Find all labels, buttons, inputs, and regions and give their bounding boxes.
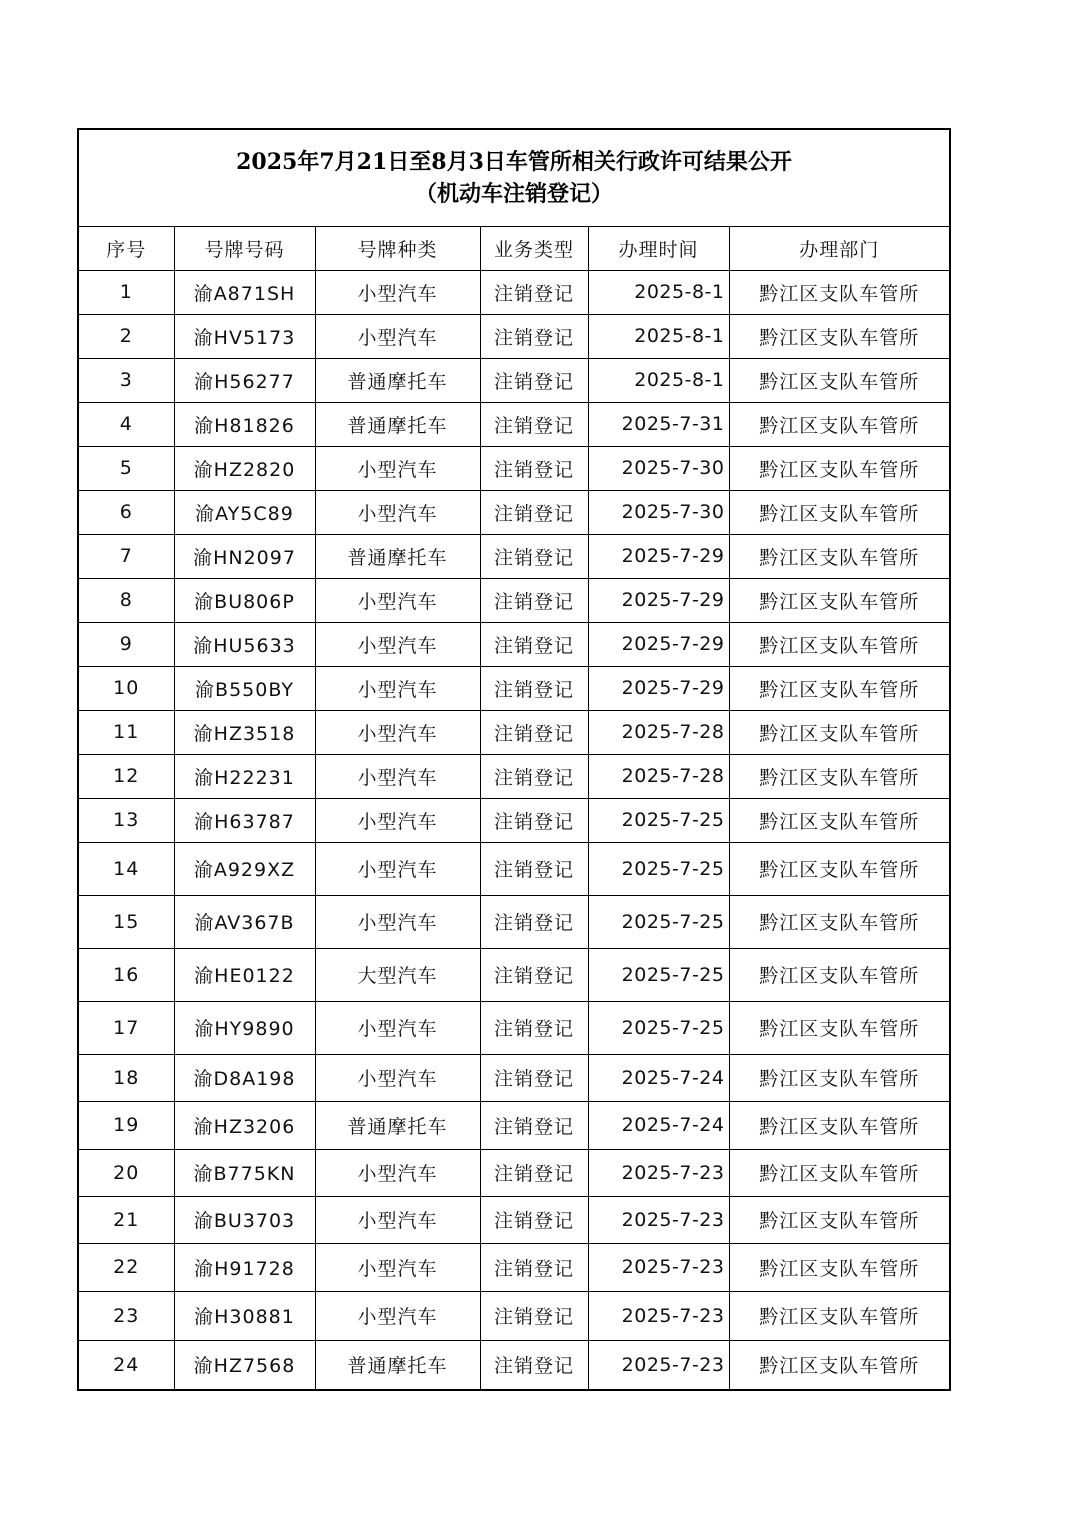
table-row <box>79 1340 949 1389</box>
date-cell: 2025-7-29 <box>588 666 729 710</box>
department-cell: 黔江区支队车管所 <box>729 534 949 578</box>
plate-type-cell: 普通摩托车 <box>315 1101 480 1149</box>
date-cell: 2025-7-29 <box>588 578 729 622</box>
header-plate-number: 号牌号码 <box>174 227 315 270</box>
date-cell: 2025-7-25 <box>588 842 729 895</box>
date-cell: 2025-7-23 <box>588 1149 729 1196</box>
plate-type-cell: 大型汽车 <box>315 948 480 1001</box>
table-row <box>79 1196 949 1243</box>
plate-type-cell: 小型汽车 <box>315 1149 480 1196</box>
serial-cell: 14 <box>79 842 174 895</box>
serial-cell: 12 <box>79 754 174 798</box>
header-business-type: 业务类型 <box>480 227 588 270</box>
plate-type-cell: 小型汽车 <box>315 446 480 490</box>
department-cell: 黔江区支队车管所 <box>729 1196 949 1243</box>
plate-number-cell: 渝HV5173 <box>174 314 315 358</box>
plate-number-cell: 渝H30881 <box>174 1291 315 1340</box>
business-type-cell: 注销登记 <box>480 534 588 578</box>
plate-number-cell: 渝BU3703 <box>174 1196 315 1243</box>
business-type-cell: 注销登记 <box>480 622 588 666</box>
table-row <box>79 1001 949 1054</box>
plate-number-cell: 渝B775KN <box>174 1149 315 1196</box>
plate-type-cell: 小型汽车 <box>315 270 480 314</box>
plate-type-cell: 小型汽车 <box>315 1196 480 1243</box>
serial-cell: 20 <box>79 1149 174 1196</box>
department-cell: 黔江区支队车管所 <box>729 754 949 798</box>
plate-type-cell: 普通摩托车 <box>315 534 480 578</box>
plate-number-cell: 渝HU5633 <box>174 622 315 666</box>
date-cell: 2025-7-25 <box>588 798 729 842</box>
table-header-row <box>79 227 949 270</box>
date-cell: 2025-7-30 <box>588 490 729 534</box>
department-cell: 黔江区支队车管所 <box>729 622 949 666</box>
plate-number-cell: 渝BU806P <box>174 578 315 622</box>
business-type-cell: 注销登记 <box>480 1101 588 1149</box>
serial-cell: 7 <box>79 534 174 578</box>
plate-number-cell: 渝HZ3206 <box>174 1101 315 1149</box>
header-serial: 序号 <box>79 227 174 270</box>
department-cell: 黔江区支队车管所 <box>729 798 949 842</box>
department-cell: 黔江区支队车管所 <box>729 1001 949 1054</box>
serial-cell: 21 <box>79 1196 174 1243</box>
business-type-cell: 注销登记 <box>480 1149 588 1196</box>
date-cell: 2025-7-23 <box>588 1196 729 1243</box>
department-cell: 黔江区支队车管所 <box>729 1243 949 1291</box>
serial-cell: 13 <box>79 798 174 842</box>
business-type-cell: 注销登记 <box>480 578 588 622</box>
plate-number-cell: 渝D8A198 <box>174 1054 315 1101</box>
registration-table <box>79 227 949 1389</box>
date-cell: 2025-7-23 <box>588 1291 729 1340</box>
table-row <box>79 578 949 622</box>
plate-number-cell: 渝HE0122 <box>174 948 315 1001</box>
page-title: 2025年7月21日至8月3日车管所相关行政许可结果公开 <box>236 149 792 175</box>
serial-cell: 24 <box>79 1340 174 1389</box>
department-cell: 黔江区支队车管所 <box>729 446 949 490</box>
department-cell: 黔江区支队车管所 <box>729 1101 949 1149</box>
date-cell: 2025-7-29 <box>588 622 729 666</box>
department-cell: 黔江区支队车管所 <box>729 1054 949 1101</box>
title-block <box>79 130 949 227</box>
plate-type-cell: 小型汽车 <box>315 710 480 754</box>
business-type-cell: 注销登记 <box>480 710 588 754</box>
business-type-cell: 注销登记 <box>480 402 588 446</box>
plate-number-cell: 渝A871SH <box>174 270 315 314</box>
department-cell: 黔江区支队车管所 <box>729 710 949 754</box>
date-cell: 2025-7-23 <box>588 1243 729 1291</box>
department-cell: 黔江区支队车管所 <box>729 490 949 534</box>
plate-number-cell: 渝HY9890 <box>174 1001 315 1054</box>
department-cell: 黔江区支队车管所 <box>729 402 949 446</box>
date-cell: 2025-7-24 <box>588 1054 729 1101</box>
table-row <box>79 534 949 578</box>
business-type-cell: 注销登记 <box>480 1054 588 1101</box>
table-row <box>79 710 949 754</box>
date-cell: 2025-7-28 <box>588 754 729 798</box>
department-cell: 黔江区支队车管所 <box>729 1291 949 1340</box>
plate-type-cell: 小型汽车 <box>315 578 480 622</box>
serial-cell: 5 <box>79 446 174 490</box>
table-row <box>79 270 949 314</box>
department-cell: 黔江区支队车管所 <box>729 895 949 948</box>
plate-type-cell: 小型汽车 <box>315 666 480 710</box>
plate-number-cell: 渝H56277 <box>174 358 315 402</box>
plate-number-cell: 渝HZ2820 <box>174 446 315 490</box>
date-cell: 2025-7-23 <box>588 1340 729 1389</box>
date-cell: 2025-7-25 <box>588 1001 729 1054</box>
table-row <box>79 358 949 402</box>
serial-cell: 19 <box>79 1101 174 1149</box>
business-type-cell: 注销登记 <box>480 270 588 314</box>
plate-number-cell: 渝AV367B <box>174 895 315 948</box>
plate-type-cell: 小型汽车 <box>315 754 480 798</box>
date-cell: 2025-7-24 <box>588 1101 729 1149</box>
serial-cell: 1 <box>79 270 174 314</box>
business-type-cell: 注销登记 <box>480 798 588 842</box>
page-subtitle: （机动车注销登记） <box>414 181 613 207</box>
plate-number-cell: 渝H63787 <box>174 798 315 842</box>
table-row <box>79 842 949 895</box>
header-plate-type: 号牌种类 <box>315 227 480 270</box>
plate-number-cell: 渝AY5C89 <box>174 490 315 534</box>
serial-cell: 15 <box>79 895 174 948</box>
table-row <box>79 402 949 446</box>
plate-type-cell: 小型汽车 <box>315 490 480 534</box>
table-row <box>79 798 949 842</box>
department-cell: 黔江区支队车管所 <box>759 1355 920 1378</box>
serial-cell: 3 <box>79 358 174 402</box>
table-row <box>79 666 949 710</box>
business-type-cell: 注销登记 <box>480 1001 588 1054</box>
plate-type-cell: 小型汽车 <box>315 1001 480 1054</box>
serial-cell: 22 <box>79 1243 174 1291</box>
plate-number-cell: 渝H81826 <box>174 402 315 446</box>
business-type-cell: 注销登记 <box>480 314 588 358</box>
serial-cell: 10 <box>79 666 174 710</box>
business-type-cell: 注销登记 <box>480 895 588 948</box>
plate-type-cell: 小型汽车 <box>315 1054 480 1101</box>
department-cell: 黔江区支队车管所 <box>729 1149 949 1196</box>
department-cell: 黔江区支队车管所 <box>729 358 949 402</box>
serial-cell: 8 <box>79 578 174 622</box>
plate-number-cell: 渝A929XZ <box>174 842 315 895</box>
date-cell: 2025-7-25 <box>588 948 729 1001</box>
plate-type-cell: 普通摩托车 <box>315 358 480 402</box>
business-type-cell: 注销登记 <box>480 842 588 895</box>
table-row <box>79 895 949 948</box>
table-row <box>79 1054 949 1101</box>
date-cell: 2025-7-28 <box>588 710 729 754</box>
business-type-cell: 注销登记 <box>480 666 588 710</box>
plate-number-cell: 渝H91728 <box>174 1243 315 1291</box>
header-date: 办理时间 <box>588 227 729 270</box>
date-cell: 2025-7-29 <box>588 534 729 578</box>
department-cell: 黔江区支队车管所 <box>729 842 949 895</box>
business-type-cell: 注销登记 <box>480 754 588 798</box>
plate-number-cell: 渝HN2097 <box>174 534 315 578</box>
date-cell: 2025-8-1 <box>588 270 729 314</box>
plate-type-cell: 普通摩托车 <box>315 402 480 446</box>
plate-type-cell: 小型汽车 <box>315 1291 480 1340</box>
header-department: 办理部门 <box>729 227 949 270</box>
table-row <box>79 314 949 358</box>
table-row <box>79 622 949 666</box>
plate-type-cell: 小型汽车 <box>315 798 480 842</box>
date-cell: 2025-8-1 <box>588 314 729 358</box>
plate-type-cell: 小型汽车 <box>315 622 480 666</box>
department-cell: 黔江区支队车管所 <box>729 314 949 358</box>
date-cell: 2025-7-30 <box>588 446 729 490</box>
serial-cell: 18 <box>79 1054 174 1101</box>
department-cell: 黔江区支队车管所 <box>729 578 949 622</box>
table-row <box>79 1243 949 1291</box>
table-row <box>79 1149 949 1196</box>
plate-type-cell: 普通摩托车 <box>315 1340 480 1389</box>
serial-cell: 23 <box>79 1291 174 1340</box>
serial-cell: 11 <box>79 710 174 754</box>
table-row <box>79 948 949 1001</box>
business-type-cell: 注销登记 <box>480 1196 588 1243</box>
business-type-cell: 注销登记 <box>480 490 588 534</box>
department-cell: 黔江区支队车管所 <box>729 666 949 710</box>
serial-cell: 6 <box>79 490 174 534</box>
table-row <box>79 1101 949 1149</box>
plate-number-cell: 渝HZ3518 <box>174 710 315 754</box>
date-cell: 2025-7-25 <box>588 895 729 948</box>
document-sheet <box>77 128 951 1391</box>
plate-number-cell: 渝HZ7568 <box>174 1340 315 1389</box>
date-cell: 2025-8-1 <box>588 358 729 402</box>
table-row <box>79 1291 949 1340</box>
serial-cell: 2 <box>79 314 174 358</box>
department-cell: 黔江区支队车管所 <box>729 948 949 1001</box>
table-row <box>79 490 949 534</box>
plate-type-cell: 小型汽车 <box>315 842 480 895</box>
business-type-cell: 注销登记 <box>480 358 588 402</box>
business-type-cell: 注销登记 <box>480 446 588 490</box>
serial-cell: 4 <box>79 402 174 446</box>
business-type-cell: 注销登记 <box>480 1340 588 1389</box>
plate-type-cell: 小型汽车 <box>315 314 480 358</box>
business-type-cell: 注销登记 <box>480 1291 588 1340</box>
department-cell: 黔江区支队车管所 <box>729 270 949 314</box>
plate-number-cell: 渝B550BY <box>174 666 315 710</box>
table-row <box>79 754 949 798</box>
serial-cell: 9 <box>79 622 174 666</box>
plate-number-cell: 渝H22231 <box>174 754 315 798</box>
date-cell: 2025-7-31 <box>588 402 729 446</box>
business-type-cell: 注销登记 <box>480 948 588 1001</box>
table-row <box>79 446 949 490</box>
serial-cell: 16 <box>79 948 174 1001</box>
business-type-cell: 注销登记 <box>480 1243 588 1291</box>
plate-type-cell: 小型汽车 <box>315 895 480 948</box>
plate-type-cell: 小型汽车 <box>315 1243 480 1291</box>
serial-cell: 17 <box>79 1001 174 1054</box>
